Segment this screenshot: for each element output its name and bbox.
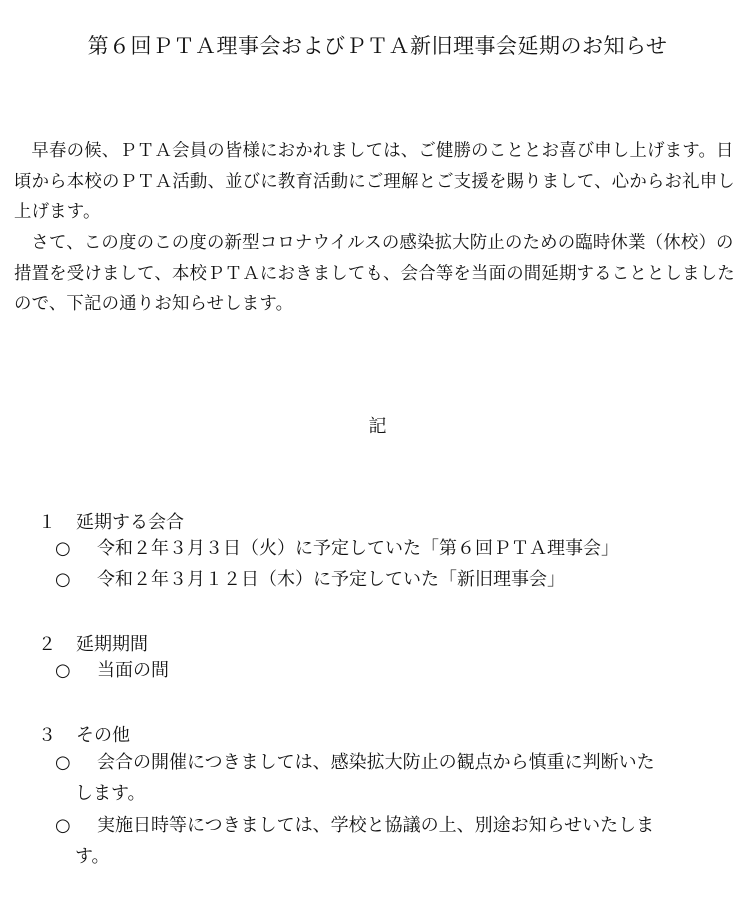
section-heading-postponed-meetings [38, 508, 184, 534]
ki-marker: 記 [368, 416, 387, 437]
list-item-continuation: します。 [75, 783, 146, 804]
list-item-text: 令和２年３月３日（火）に予定していた「第６回ＰＴＡ理事会」 [97, 538, 619, 559]
list-item-continuation: す。 [75, 846, 110, 867]
list-item-text: 令和２年３月１２日（木）に予定していた「新旧理事会」 [97, 569, 565, 590]
list-item-text: 当面の間 [97, 660, 169, 681]
bullet-circle: ○ [55, 815, 71, 836]
announcement-paragraph [14, 228, 738, 320]
announcement-text: さて、この度のこの度の新型コロナウイルスの感染拡大防止のための臨時休業（休校）の措置を受けまして、本校ＰＴＡにおきましても、会合等を当面の間延期することとしましたので、下記の通りお知らせします。 [14, 233, 735, 314]
bullet-circle: ○ [55, 752, 71, 773]
list-item [55, 533, 619, 564]
bullet-circle: ○ [55, 538, 71, 559]
section-title: 延期する会合 [76, 512, 184, 533]
list-item [55, 564, 565, 595]
list-item [55, 747, 739, 809]
document-title: 第６回ＰＴＡ理事会およびＰＴＡ新旧理事会延期のお知らせ [87, 34, 668, 58]
greeting-text: 早春の候、ＰＴＡ会員の皆様におかれましては、ご健勝のこととお喜び申し上げます。日頃から本校のＰＴＡ活動、並びに教育活動にご理解とご支援を賜りまして、心からお礼申し上げます。 [14, 141, 735, 222]
section-title: その他 [76, 725, 130, 746]
section-number: １ [38, 512, 56, 533]
section-number: ２ [38, 634, 56, 655]
list-item [55, 810, 739, 872]
section-heading-other [38, 721, 130, 747]
list-item [55, 655, 169, 686]
list-item-text: 会合の開催につきましては、感染拡大防止の観点から慎重に判断いた [97, 752, 655, 773]
section-heading-postponement-period [38, 630, 148, 656]
greeting-paragraph [14, 136, 738, 228]
list-item-text: 実施日時等につきましては、学校と協議の上、別途お知らせいたしま [97, 815, 655, 836]
bullet-circle: ○ [55, 569, 71, 590]
section-title: 延期期間 [76, 634, 148, 655]
bullet-circle: ○ [55, 660, 71, 681]
section-number: ３ [38, 725, 56, 746]
